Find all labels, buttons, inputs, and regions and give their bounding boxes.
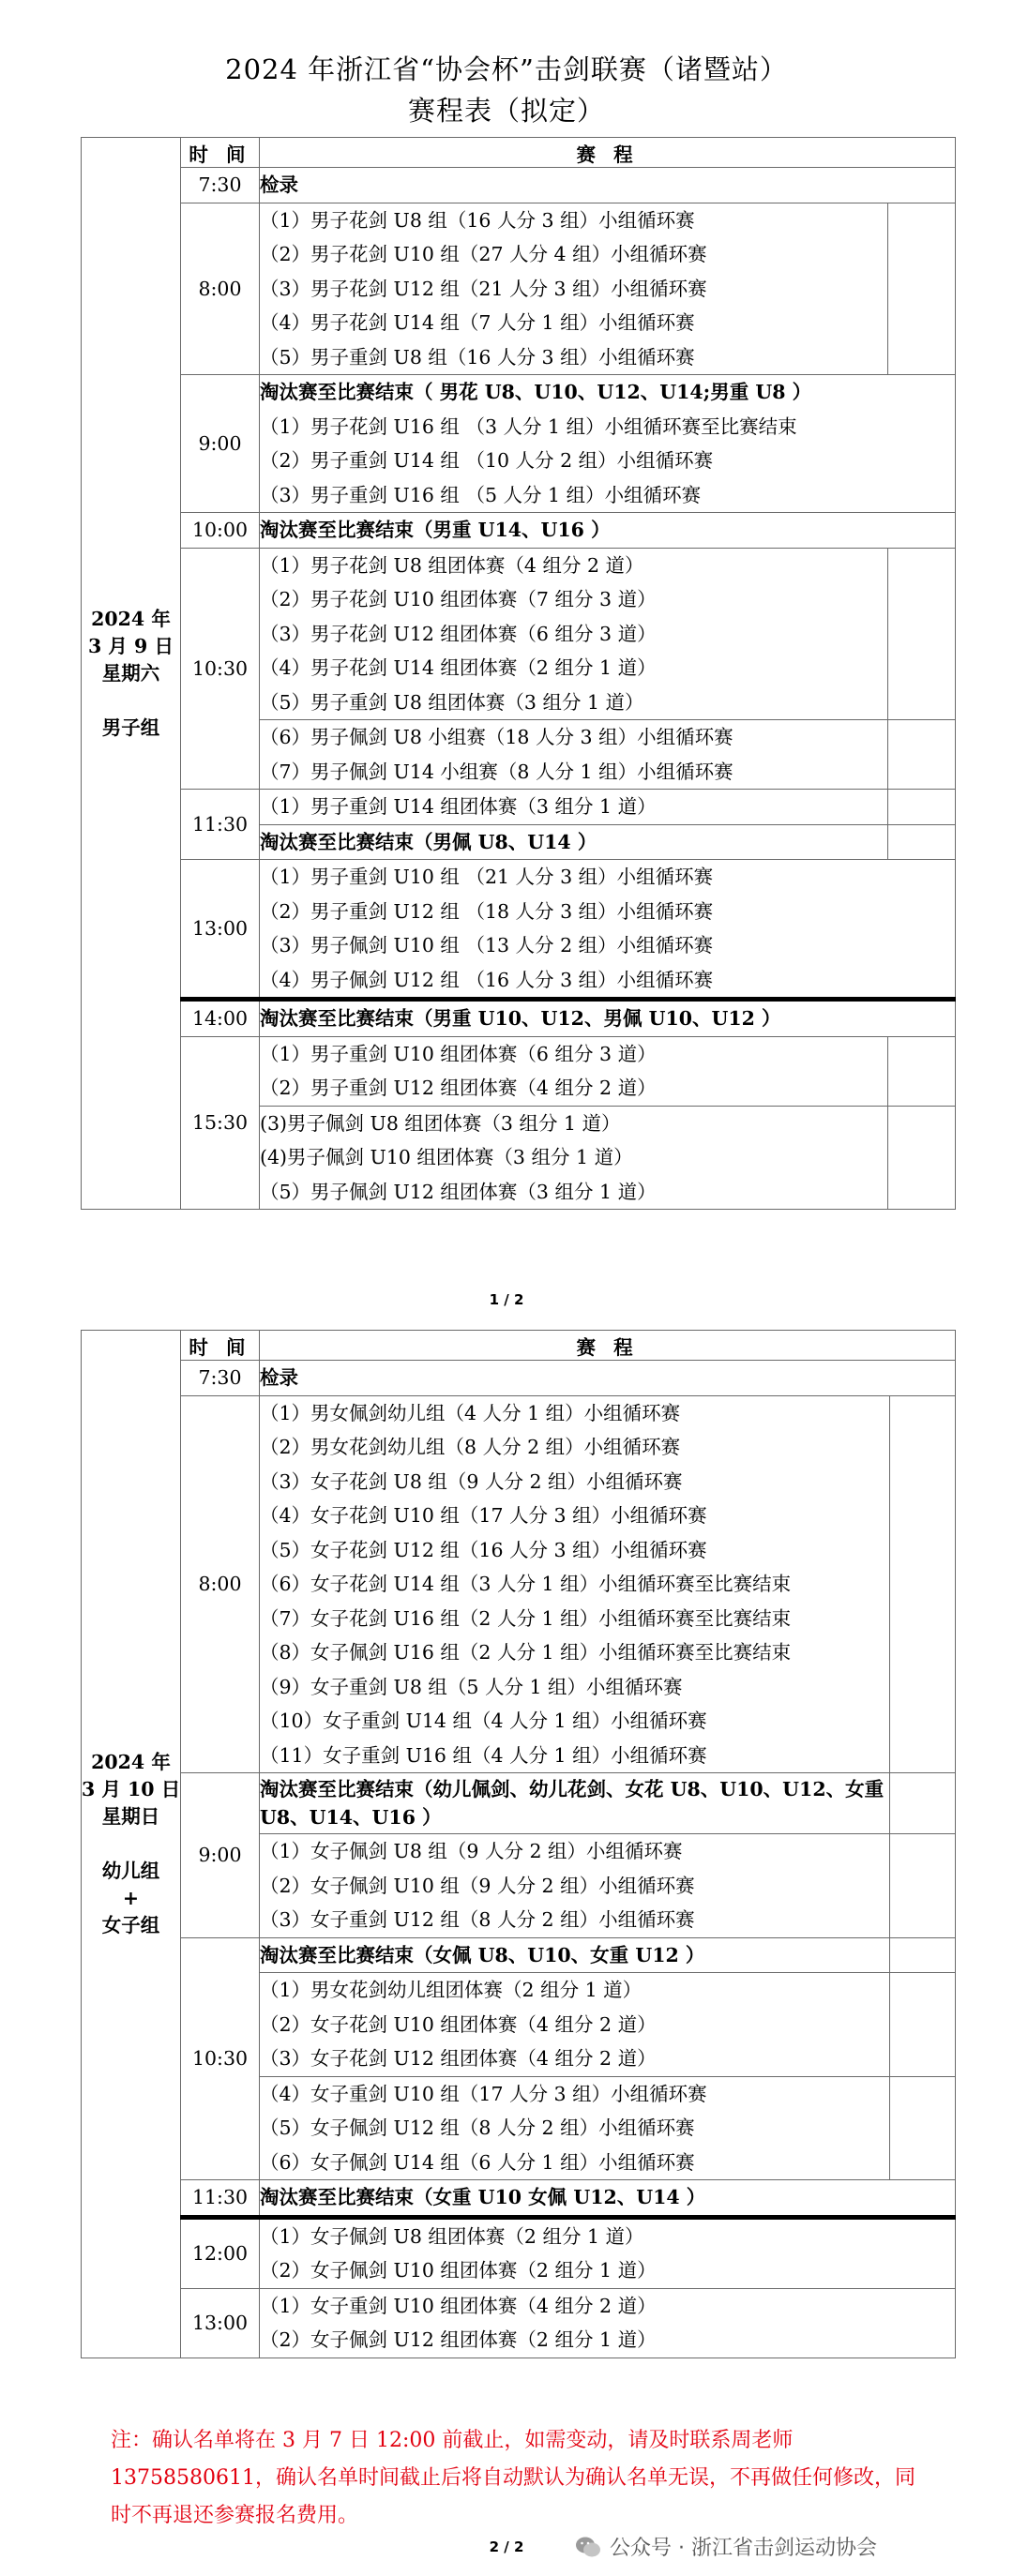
event-line: （3）男子佩剑 U10 组 （13 人分 2 组）小组循环赛 <box>260 934 714 957</box>
event-cell <box>260 1036 888 1106</box>
event-cell <box>260 513 956 549</box>
event-cell <box>260 824 888 860</box>
event-line: （1）男子重剑 U14 组团体赛（3 组分 1 道） <box>260 795 657 818</box>
schedule-row <box>82 168 956 203</box>
day-label-line: 男子组 <box>101 716 160 739</box>
time-slot: 7:30 <box>181 168 260 203</box>
blank-cell <box>890 1395 956 1773</box>
day-label-line: 星期六 <box>101 661 160 685</box>
time-slot: 13:00 <box>181 2288 260 2358</box>
event-line: （2）女子佩剑 U10 组（9 人分 2 组）小组循环赛 <box>260 1874 695 1897</box>
wechat-footer <box>574 2532 877 2561</box>
blank-cell <box>888 1036 956 1106</box>
schedule-row <box>82 2180 956 2218</box>
schedule-header: 赛 程 <box>260 138 956 168</box>
blank-cell <box>890 1834 956 1938</box>
blank-cell <box>888 548 956 720</box>
page-number-2: 2 / 2 <box>489 2538 524 2555</box>
event-line: （7）男子佩剑 U14 小组赛（8 人分 1 组）小组循环赛 <box>260 760 733 783</box>
event-cell <box>260 790 888 825</box>
blank-cell <box>888 790 956 825</box>
time-slot: 8:00 <box>181 203 260 375</box>
day-label <box>82 138 181 1210</box>
event-line: （4）男子花剑 U14 组团体赛（2 组分 1 道） <box>260 656 657 679</box>
schedule-row <box>82 1937 956 1973</box>
event-line: （2）女子佩剑 U12 组团体赛（2 组分 1 道） <box>260 2328 657 2351</box>
event-line: (4)男子佩剑 U10 组团体赛（3 组分 1 道） <box>260 1146 633 1168</box>
event-line: （5）男子重剑 U8 组团体赛（3 组分 1 道） <box>260 690 644 714</box>
time-slot: 8:00 <box>181 1395 260 1773</box>
schedule-row <box>82 1036 956 1106</box>
time-slot: 15:30 <box>181 1036 260 1210</box>
footer-text: 公众号 · 浙江省击剑运动协会 <box>610 2537 877 2560</box>
schedule-row <box>82 2217 956 2288</box>
time-slot: 10:30 <box>181 1937 260 2180</box>
event-line: （1）女子佩剑 U8 组团体赛（2 组分 1 道） <box>260 2224 644 2248</box>
event-cell <box>260 2217 956 2288</box>
event-cell <box>260 1361 956 1396</box>
day-label-line: + <box>122 1886 140 1909</box>
event-line: （5）男子重剑 U8 组（16 人分 3 组）小组循环赛 <box>260 345 695 369</box>
day-label-line: 2024 年 <box>91 607 171 630</box>
event-line: （4）男子佩剑 U12 组 （16 人分 3 组）小组循环赛 <box>260 968 714 991</box>
event-line: （6）女子花剑 U14 组（3 人分 1 组）小组循环赛至比赛结束 <box>260 1573 792 1595</box>
day-label-line: 2024 年 <box>91 1750 171 1773</box>
day-label-line: 3 月 9 日 <box>88 634 174 657</box>
time-slot: 10:30 <box>181 548 260 790</box>
schedule-row <box>82 790 956 825</box>
day-label-line: 女子组 <box>101 1913 160 1936</box>
schedule-row <box>82 375 956 513</box>
event-line: （1）男子花剑 U8 组团体赛（4 组分 2 道） <box>260 553 644 577</box>
blank-cell <box>890 1937 956 1973</box>
schedule-row <box>82 1000 956 1037</box>
event-cell <box>260 1773 890 1834</box>
blank-cell <box>888 824 956 860</box>
blank-cell <box>890 2076 956 2180</box>
event-cell <box>260 1000 956 1037</box>
event-line: （3）女子花剑 U8 组（9 人分 2 组）小组循环赛 <box>260 1469 683 1493</box>
blank-cell <box>888 1106 956 1210</box>
event-cell <box>260 1973 890 2077</box>
event-line: （3）女子重剑 U12 组（8 人分 2 组）小组循环赛 <box>260 1908 695 1931</box>
event-line: （1）男女花剑幼儿组团体赛（2 组分 1 道） <box>260 1979 643 2001</box>
event-line: （3）女子花剑 U12 组团体赛（4 组分 2 道） <box>260 2047 657 2070</box>
time-slot: 9:00 <box>181 1773 260 1938</box>
elimination-line: 淘汰赛至比赛结束（ 男花 U8、U10、U12、U14;男重 U8 ） <box>260 381 812 403</box>
blank-cell <box>890 1973 956 2077</box>
document-title: 2024 年浙江省“协会杯”击剑联赛（诸暨站） <box>225 53 788 85</box>
day-label <box>82 1331 181 2358</box>
event-line: （2）男子花剑 U10 组团体赛（7 组分 3 道） <box>260 588 657 610</box>
schedule-row <box>82 1395 956 1773</box>
event-cell <box>260 1834 890 1938</box>
event-line: （9）女子重剑 U8 组（5 人分 1 组）小组循环赛 <box>260 1675 683 1698</box>
time-header: 时 间 <box>181 1331 260 1361</box>
event-cell <box>260 1395 890 1773</box>
time-slot: 10:00 <box>181 513 260 549</box>
event-line: （10）女子重剑 U14 组（4 人分 1 组）小组循环赛 <box>260 1710 707 1732</box>
elimination-line: 淘汰赛至比赛结束（女佩 U8、U10、女重 U12 ） <box>260 1943 705 1966</box>
day-label-line <box>82 1830 180 1858</box>
event-cell <box>260 720 888 790</box>
event-line: （1）男子重剑 U10 组 （21 人分 3 组）小组循环赛 <box>260 866 714 888</box>
schedule-table-day1 <box>81 137 956 1210</box>
schedule-row <box>82 203 956 375</box>
event-line: （3）男子花剑 U12 组（21 人分 3 组）小组循环赛 <box>260 277 707 300</box>
event-line: （6）女子佩剑 U14 组（6 人分 1 组）小组循环赛 <box>260 2150 695 2174</box>
elimination-line: 检录 <box>260 173 298 196</box>
event-line: （2）男女花剑幼儿组（8 人分 2 组）小组循环赛 <box>260 1436 681 1458</box>
event-cell <box>260 375 956 513</box>
event-line: （2）男子重剑 U12 组 （18 人分 3 组）小组循环赛 <box>260 899 714 923</box>
event-line: （2）女子佩剑 U10 组团体赛（2 组分 1 道） <box>260 2259 657 2282</box>
event-cell <box>260 2076 890 2180</box>
day-label-line: 星期日 <box>101 1804 160 1828</box>
event-line: （4）女子重剑 U10 组（17 人分 3 组）小组循环赛 <box>260 2082 707 2105</box>
schedule-table-day2 <box>81 1330 956 2358</box>
event-line: （2）男子重剑 U14 组 （10 人分 2 组）小组循环赛 <box>260 449 714 472</box>
day-label-line <box>82 687 180 715</box>
event-line: （4）女子花剑 U10 组（17 人分 3 组）小组循环赛 <box>260 1504 707 1527</box>
schedule-header: 赛 程 <box>260 1331 956 1361</box>
event-cell <box>260 168 956 203</box>
event-line: （2）男子花剑 U10 组（27 人分 4 组）小组循环赛 <box>260 243 707 265</box>
event-line: (3)男子佩剑 U8 组团体赛（3 组分 1 道） <box>260 1111 621 1135</box>
event-cell <box>260 548 888 720</box>
event-cell <box>260 860 956 1000</box>
schedule-row <box>82 860 956 1000</box>
elimination-line: 检录 <box>260 1366 298 1389</box>
event-line: （2）男子重剑 U12 组团体赛（4 组分 2 道） <box>260 1077 657 1099</box>
event-cell <box>260 203 888 375</box>
blank-cell <box>888 720 956 790</box>
blank-cell <box>888 203 956 375</box>
event-line: （1）男子花剑 U8 组（16 人分 3 组）小组循环赛 <box>260 208 695 232</box>
page-number-1: 1 / 2 <box>489 1291 524 1308</box>
time-slot: 11:30 <box>181 2180 260 2218</box>
event-cell <box>260 2180 956 2218</box>
time-slot: 7:30 <box>181 1361 260 1396</box>
day-label-line: 3 月 10 日 <box>82 1777 181 1800</box>
time-slot: 12:00 <box>181 2217 260 2288</box>
schedule-row <box>82 2288 956 2358</box>
event-line: （2）女子花剑 U10 组团体赛（4 组分 2 道） <box>260 2012 657 2036</box>
event-line: （5）男子佩剑 U12 组团体赛（3 组分 1 道） <box>260 1180 657 1203</box>
event-line: （5）女子佩剑 U12 组（8 人分 2 组）小组循环赛 <box>260 2117 695 2139</box>
event-line: （1）男子重剑 U10 组团体赛（6 组分 3 道） <box>260 1042 657 1065</box>
event-line: （1）女子佩剑 U8 组（9 人分 2 组）小组循环赛 <box>260 1840 683 1862</box>
registration-note: 注：确认名单将在 3 月 7 日 12:00 前截止，如需变动，请及时联系周老师 13758580611，确认名单时间截止后将自动默认为确认名单无误，不再做任何修改，同时不再退还参赛报名费用。 <box>111 2429 915 2527</box>
elimination-line: 淘汰赛至比赛结束（男佩 U8、U14 ） <box>260 830 597 853</box>
day-label-line: 幼儿组 <box>101 1859 160 1882</box>
schedule-row <box>82 548 956 720</box>
time-header: 时 间 <box>181 138 260 168</box>
event-line: （11）女子重剑 U16 组（4 人分 1 组）小组循环赛 <box>260 1743 707 1767</box>
elimination-line: 淘汰赛至比赛结束（幼儿佩剑、幼儿花剑、女花 U8、U10、U12、女重 U8、U14、U16 ） <box>260 1778 884 1829</box>
event-line: （7）女子花剑 U16 组（2 人分 1 组）小组循环赛至比赛结束 <box>260 1606 792 1630</box>
elimination-line: 淘汰赛至比赛结束（男重 U10、U12、男佩 U10、U12 ） <box>260 1007 781 1030</box>
time-slot: 13:00 <box>181 860 260 1000</box>
schedule-row <box>82 1361 956 1396</box>
event-cell <box>260 1937 890 1973</box>
wechat-icon <box>574 2533 602 2561</box>
event-cell <box>260 1106 888 1210</box>
event-line: （3）男子花剑 U12 组团体赛（6 组分 3 道） <box>260 622 657 645</box>
event-line: （1）男子花剑 U16 组 （3 人分 1 组）小组循环赛至比赛结束 <box>260 414 797 438</box>
elimination-line: 淘汰赛至比赛结束（男重 U14、U16 ） <box>260 519 611 541</box>
elimination-line: 淘汰赛至比赛结束（女重 U10 女佩 U12、U14 ） <box>260 2186 706 2208</box>
schedule-row <box>82 513 956 549</box>
event-line: （1）男女佩剑幼儿组（4 人分 1 组）小组循环赛 <box>260 1401 681 1424</box>
time-slot: 11:30 <box>181 790 260 860</box>
blank-cell <box>890 1773 956 1834</box>
document-subtitle: 赛程表（拟定） <box>407 95 605 127</box>
time-slot: 9:00 <box>181 375 260 513</box>
event-line: （4）男子花剑 U14 组（7 人分 1 组）小组循环赛 <box>260 311 695 334</box>
event-cell <box>260 2288 956 2358</box>
event-line: （1）女子重剑 U10 组团体赛（4 组分 2 道） <box>260 2294 657 2317</box>
event-line: （8）女子佩剑 U16 组（2 人分 1 组）小组循环赛至比赛结束 <box>260 1641 792 1664</box>
event-line: （6）男子佩剑 U8 小组赛（18 人分 3 组）小组循环赛 <box>260 726 733 748</box>
event-line: （5）女子花剑 U12 组（16 人分 3 组）小组循环赛 <box>260 1538 707 1561</box>
event-line: （3）男子重剑 U16 组 （5 人分 1 组）小组循环赛 <box>260 483 702 506</box>
schedule-row <box>82 1773 956 1834</box>
time-slot: 14:00 <box>181 1000 260 1037</box>
